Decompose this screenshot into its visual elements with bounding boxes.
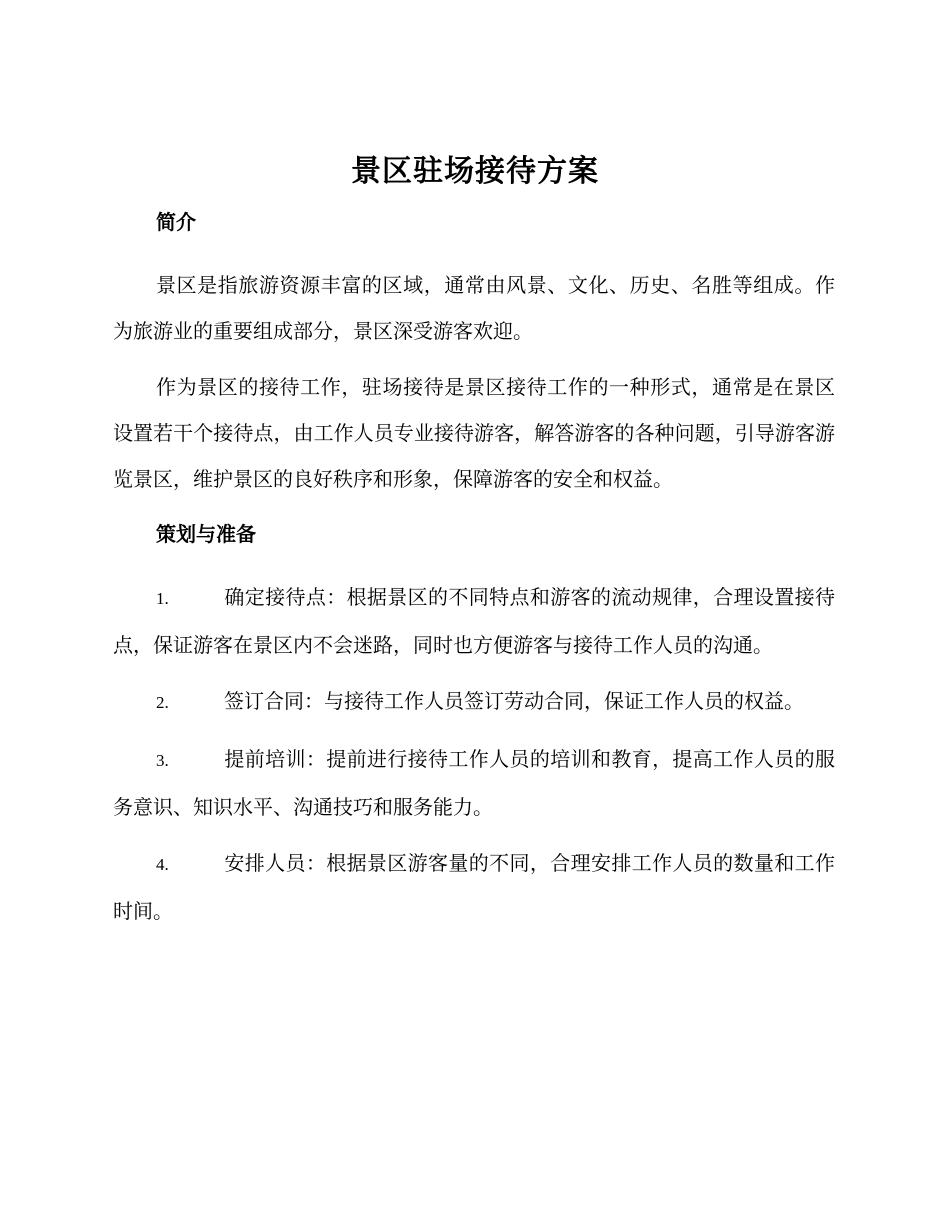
list-item-text: 提前培训：提前进行接待工作人员的培训和教育，提高工作人员的服务意识、知识水平、沟通技巧和服务能力。: [113, 747, 835, 819]
list-item-number: 2.: [156, 693, 169, 712]
section-heading-planning: 策划与准备: [156, 522, 256, 546]
list-item-number: 4.: [156, 855, 169, 874]
intro-paragraph-2: 作为景区的接待工作，驻场接待是景区接待工作的一种形式，通常是在景区设置若干个接待点，由工作人员专业接待游客，解答游客的各种问题，引导游客游览景区，维护景区的良好秩序和形象，保障游客的安全和权益。: [113, 375, 835, 491]
document-title: 景区驻场接待方案: [351, 154, 599, 189]
list-item-text: 安排人员：根据景区游客量的不同，合理安排工作人员的数量和工作时间。: [113, 851, 835, 923]
list-item: [113, 574, 835, 668]
intro-paragraph-1: 景区是指旅游资源丰富的区域，通常由风景、文化、历史、名胜等组成。作为旅游业的重要组成部分，景区深受游客欢迎。: [113, 273, 835, 343]
list-item: [113, 736, 835, 830]
list-item-number: 3.: [156, 751, 169, 770]
section-heading-intro: 简介: [156, 210, 196, 234]
list-item-number: 1.: [156, 589, 169, 608]
list-item-text: 签订合同：与接待工作人员签订劳动合同，保证工作人员的权益。: [224, 689, 804, 713]
document-body: [113, 206, 835, 944]
list-item-text: 确定接待点：根据景区的不同特点和游客的流动规律，合理设置接待点，保证游客在景区内不会迷路，同时也方便游客与接待工作人员的沟通。: [113, 585, 835, 657]
list-item: [113, 840, 835, 934]
list-item: [113, 678, 835, 726]
